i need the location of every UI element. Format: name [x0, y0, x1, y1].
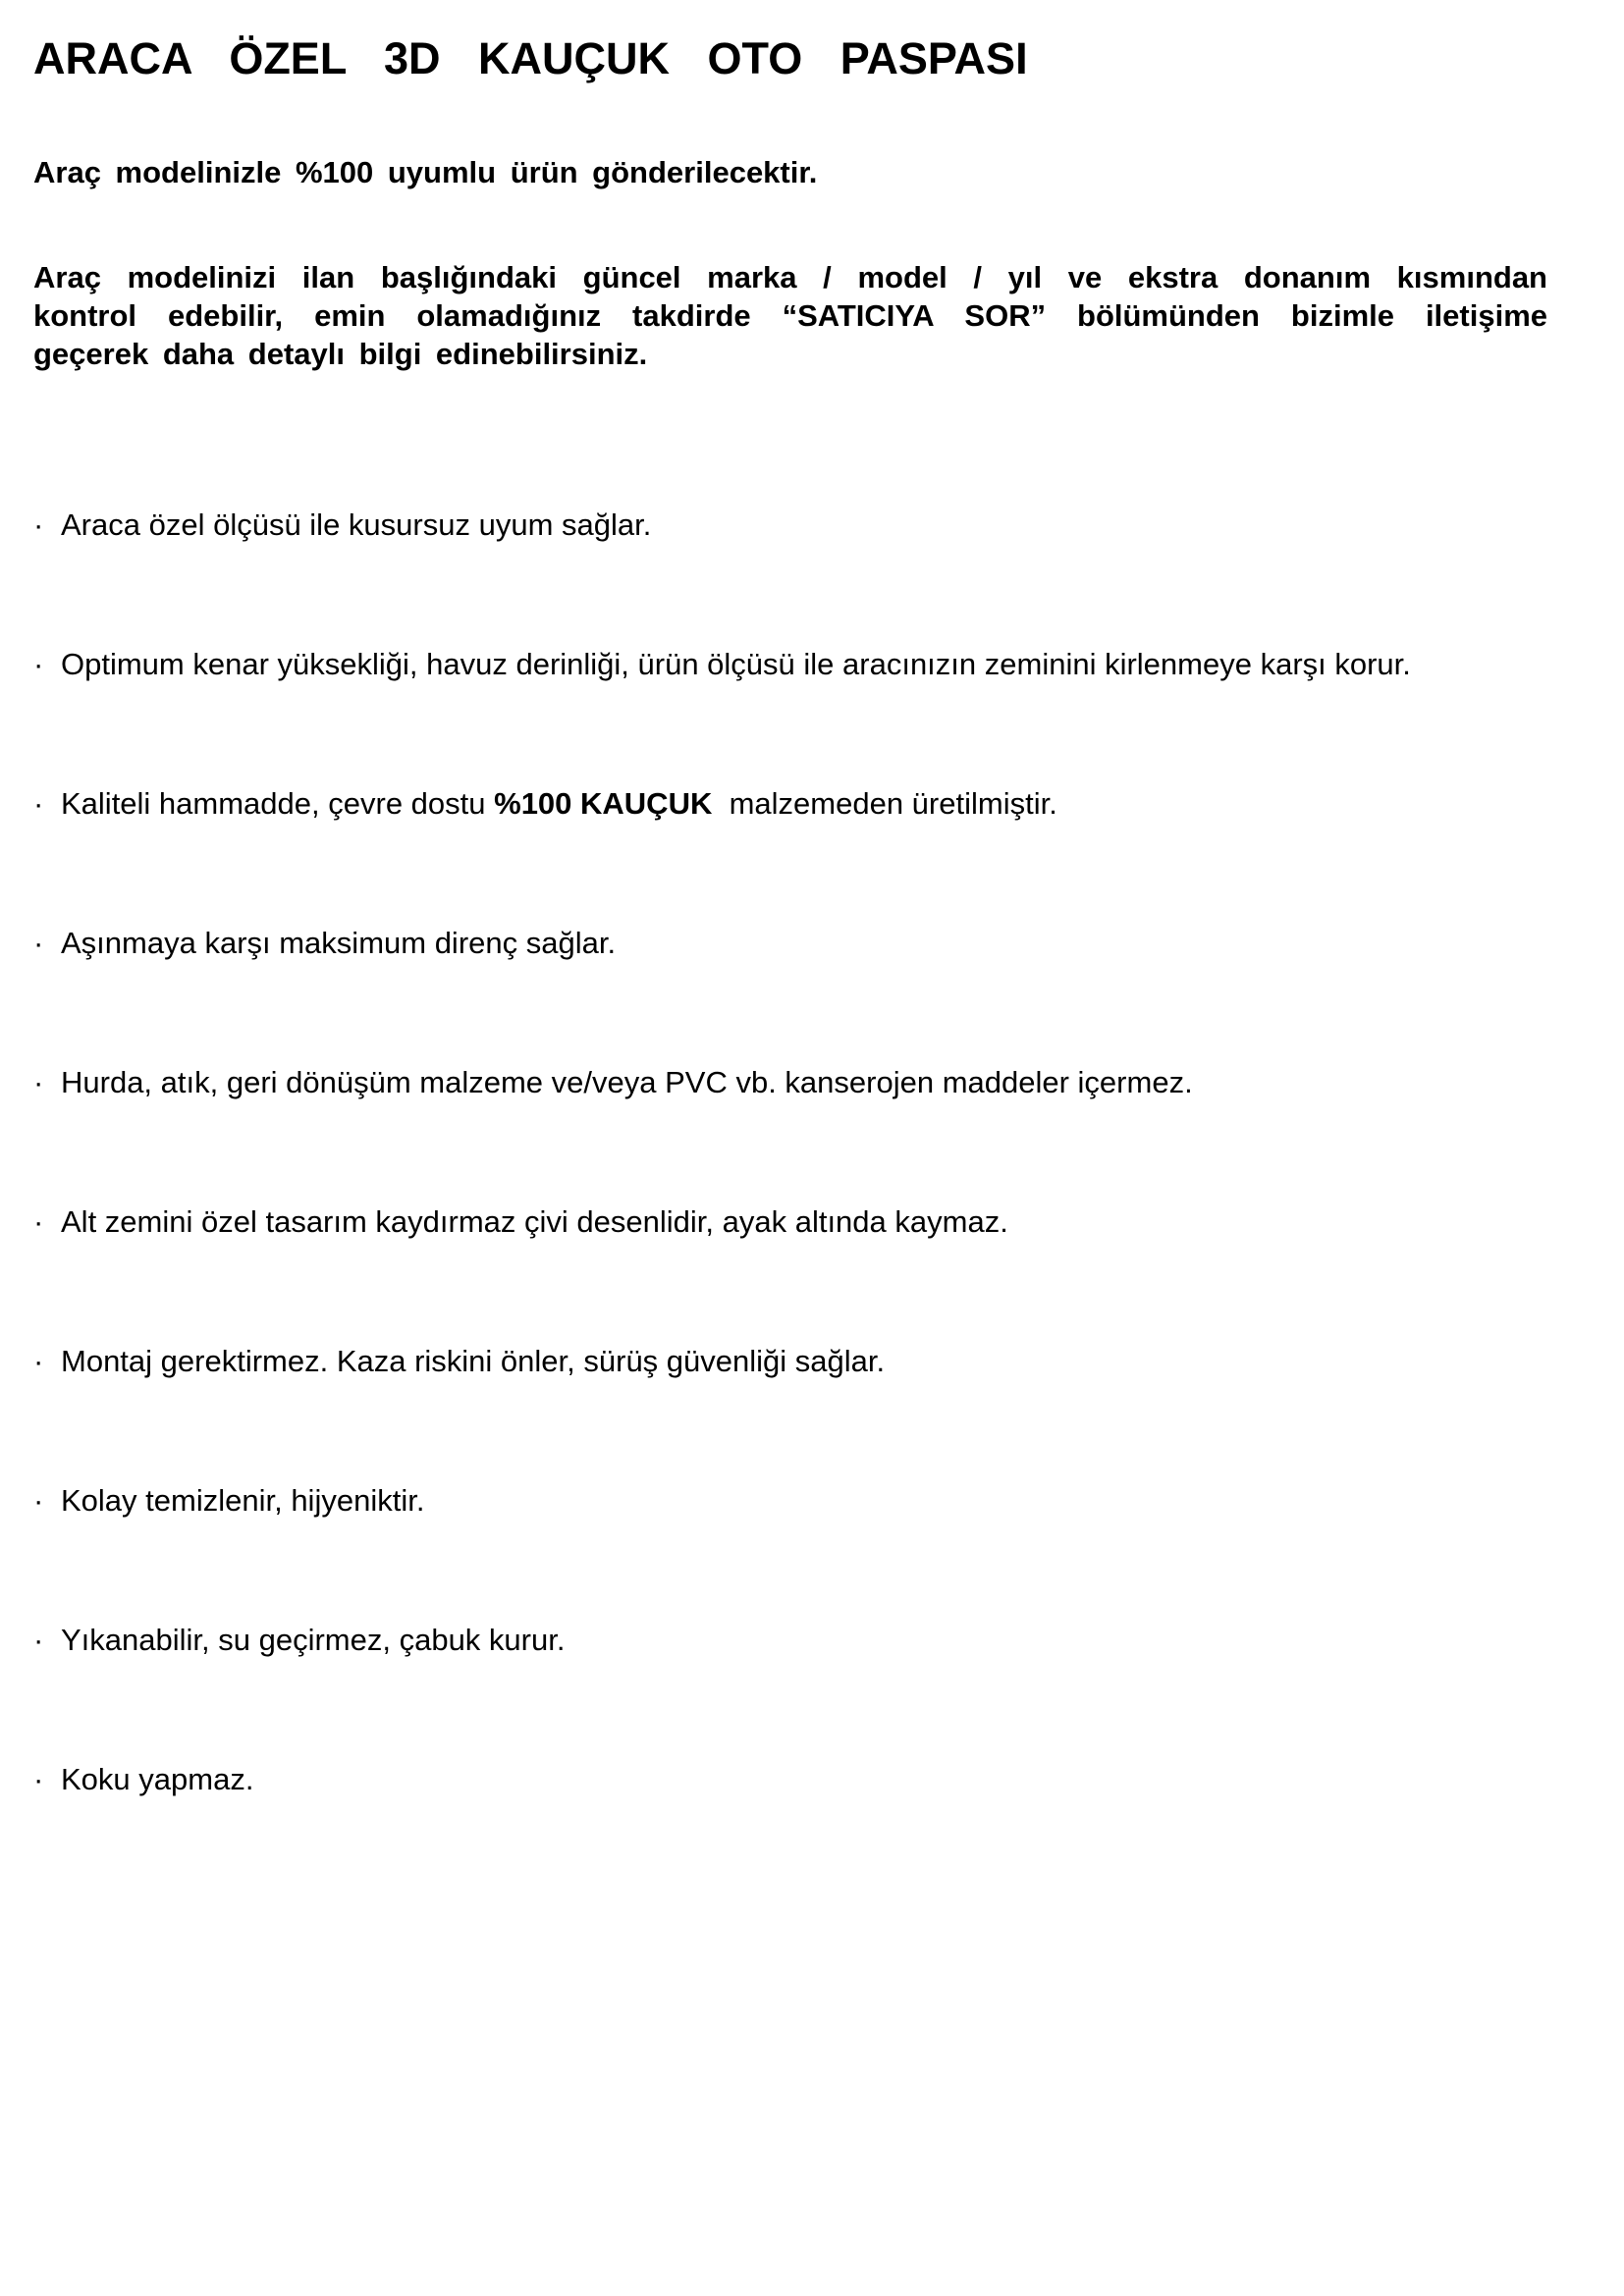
list-item	[33, 1760, 1595, 1899]
list-item	[33, 1481, 1595, 1621]
list-item	[33, 784, 1595, 924]
bullet: ·	[33, 507, 44, 542]
bullet: ·	[33, 1623, 44, 1657]
note-line: geçerek daha detaylı bilgi edinebilirsiniz.	[33, 337, 648, 371]
bullet: ·	[33, 1344, 44, 1378]
list-item	[33, 1342, 1595, 1481]
bullet: ·	[33, 1204, 44, 1239]
feature-text: Alt zemini özel tasarım kaydırmaz çivi desenlidir, ayak altında kaymaz.	[61, 1204, 1008, 1239]
list-item	[33, 1063, 1595, 1202]
feature-text: Yıkanabilir, su geçirmez, çabuk kurur.	[61, 1623, 566, 1657]
bullet: ·	[33, 786, 44, 821]
feature-text: Hurda, atık, geri dönüşüm malzeme ve/veya PVC vb. kanserojen maddeler içermez.	[61, 1065, 1193, 1099]
bullet: ·	[33, 926, 44, 960]
feature-text: Kaliteli hammadde, çevre dostu	[61, 786, 495, 821]
model-check-note	[33, 258, 1547, 373]
feature-list	[33, 506, 1595, 1899]
bullet: ·	[33, 1065, 44, 1099]
list-item	[33, 1202, 1595, 1342]
page-title: ARACA ÖZEL 3D KAUÇUK OTO PASPASI	[33, 33, 1028, 83]
bullet: ·	[33, 647, 44, 681]
feature-text: Montaj gerektirmez. Kaza riskini önler, sürüş güvenliği sağlar.	[61, 1344, 886, 1378]
feature-text: Optimum kenar yüksekliği, havuz derinliği, ürün ölçüsü ile aracınızın zeminini kirlenmeye karşı korur.	[61, 647, 1411, 681]
feature-text-bold: %100 KAUÇUK	[494, 786, 713, 821]
list-item	[33, 924, 1595, 1063]
list-item	[33, 1621, 1595, 1760]
feature-text: Aşınmaya karşı maksimum direnç sağlar.	[61, 926, 617, 960]
note-line: Araç modelinizi ilan başlığındaki güncel marka / model / yıl ve ekstra donanım kısmından	[33, 260, 1547, 294]
feature-text: Araca özel ölçüsü ile kusursuz uyum sağlar.	[61, 507, 652, 542]
feature-text: malzemeden üretilmiştir.	[712, 786, 1057, 821]
feature-text: Koku yapmaz.	[61, 1762, 254, 1796]
compatibility-note: Araç modelinizle %100 uyumlu ürün gönderilecektir.	[33, 155, 818, 189]
list-item	[33, 506, 1595, 645]
note-line: kontrol edebilir, emin olamadığınız takdirde “SATICIYA SOR” bölümünden bizimle iletişime	[33, 298, 1547, 333]
feature-text: Kolay temizlenir, hijyeniktir.	[61, 1483, 425, 1518]
bullet: ·	[33, 1762, 44, 1796]
list-item	[33, 645, 1595, 784]
bullet: ·	[33, 1483, 44, 1518]
